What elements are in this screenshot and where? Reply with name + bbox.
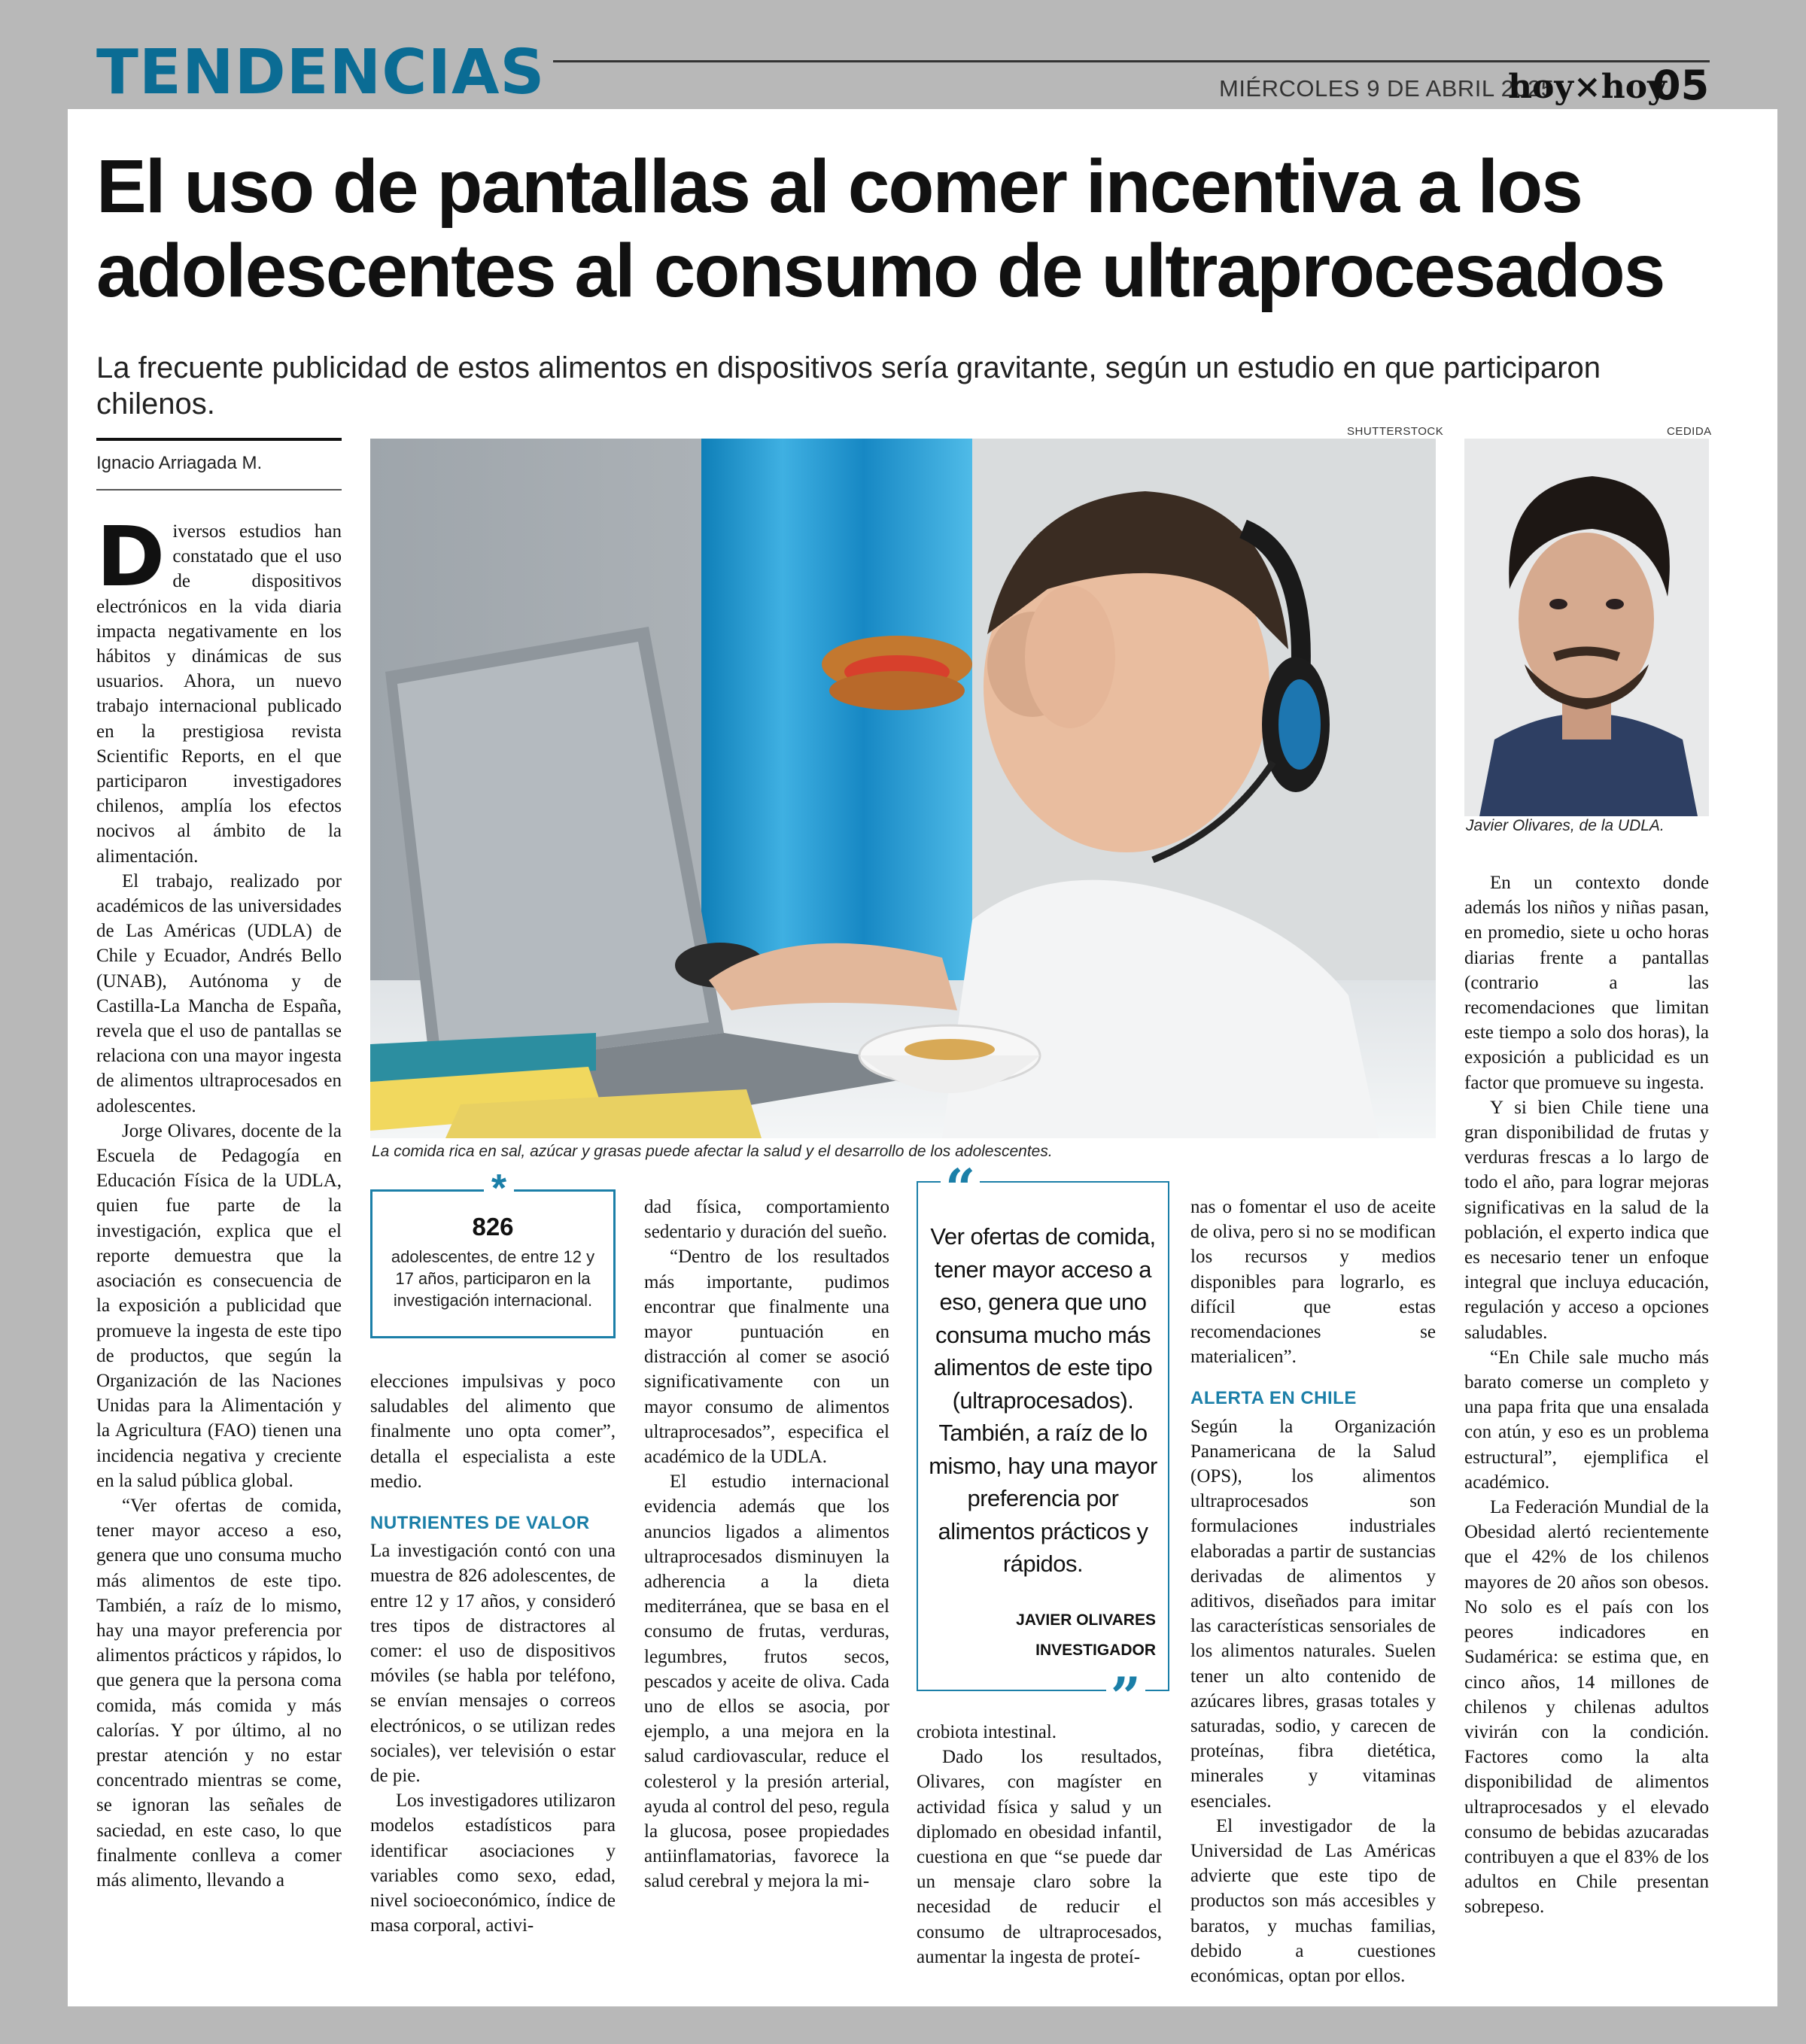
pull-quote [917,1157,1169,1728]
close-quote-icon: ” [1106,1675,1145,1720]
pull-quote-name: JAVIER OLIVARES [1016,1611,1156,1629]
fact-number: 826 [472,1213,514,1241]
column-3 [644,1195,889,1894]
column-4 [917,1720,1162,1970]
javier-olivares-portrait-illustration [1464,439,1709,816]
article-paragraph: En un contexto donde además los niños y niñas pasan, en promedio, siete u ocho horas diarias frente a pantallas (contrario a las recomendaciones que limitan este tiempo a solo dos horas), la exposición a publicidad es un factor que promueve su ingesta. [1464,873,1709,1093]
article-paragraph: Dado los resultados, Olivares, con magíster en actividad física y salud y un diplomado en obesidad infantil, cuestiona en que “se puede dar un mensaje claro sobre la necesidad de reducir el consumo de ultraprocesados, aumentar la ingesta de proteí- [917,1747,1162,1967]
pull-quote-text: Ver ofertas de comida, tener mayor acceso a eso, genera que uno consuma mucho más alimentos de este tipo (ultraprocesados). También, a raíz de lo mismo, hay una mayor preferencia por alimentos prácticos y rápidos. [929,1223,1157,1577]
article-paragraph: Los investigadores utilizaron modelos estadísticos para identificar asociaciones y variables como sexo, edad, nivel socioeconómico, índice de masa corporal, activi- [370,1790,616,1936]
header-rule [553,60,1710,62]
fact-description: adolescentes, de entre 12 y 17 años, participaron en la investigación internacional. [391,1247,595,1310]
asterisk-icon: * [484,1174,514,1204]
pull-quote-attribution [1016,1605,1156,1666]
section-title: TENDENCIAS [96,37,546,108]
portrait-caption: Javier Olivares, de la UDLA. [1466,817,1665,834]
article-paragraph: “Dentro de los resultados más importante, pudimos encontrar que finalmente una mayor puntuación en distracción al comer se asoció significativamente con un mayor consumo de alimentos ultraprocesados”, especifica el académico de la UDLA. [644,1247,889,1468]
byline-rule [96,438,342,441]
photo-credit: SHUTTERSTOCK [1347,425,1444,438]
article-paragraph: El estudio internacional evidencia además que los anuncios ligados a alimentos ultraprocesados disminuyen la adherencia a la dieta mediterránea, que se basa en el consumo de frutas, verduras, legumbres, frutos secos, pescados y aceite de oliva. Cada uno de ellos se asocia, por ejemplo, a una mejora en la salud cardiovascular, reduce el colesterol y la presión arterial, ayuda al control del peso, regula la glucosa, posee propiedades antiinflamatorias, favorece la salud cerebral y mejora la mi- [644,1471,889,1892]
article-paragraph: “Ver ofertas de comida, tener mayor acceso a eso, genera que uno consuma mucho más alimentos de este tipo. También, a raíz de lo mismo, hay una mayor preferencia por alimentos prácticos y rápidos, lo que genera que la persona coma comida, más comida y más calorías. Y por último, al no prestar atención y no estar concentrado mientras se come, se ignoran las señales de saciedad, en este caso, lo que finalmente conlleva a comer más alimento, llevando a [96,1495,342,1891]
article-paragraph: Según la Organización Panamericana de la Salud (OPS), los alimentos ultraprocesados son formulaciones industriales elaboradas a partir de sustancias derivadas de alimentos y aditivos, diseñados para imitar las características sensoriales de los alimentos naturales. Suelen tener un alto contenido de azúcares libres, grasas totales y saturadas, sodio, y carecen de proteínas, fibra dietética, minerales y vitaminas esenciales. [1190,1416,1436,1812]
portrait-photo [1464,439,1709,816]
newspaper-logo: hoy×hoy [1508,68,1667,106]
column-6 [1464,870,1709,1920]
subheadline: La frecuente publicidad de estos alimentos en dispositivos sería gravitante, según un estudio en que participaron chilenos. [96,351,1601,421]
main-photo [370,439,1436,1138]
photo-caption: La comida rica en sal, azúcar y grasas puede afectar la salud y el desarrollo de los adolescentes. [372,1143,1053,1160]
article-paragraph: Jorge Olivares, docente de la Escuela de Pedagogía en Educación Física de la UDLA, quien fue parte de la investigación, explica que el reporte demuestra que la asociación es consecuencia de la exposición a publicidad que promueve la ingesta de este tipo de productos, que según la Organización de las Naciones Unidas para la Alimentación y la Agricultura (FAO) tienen una incidencia negativa y creciente en la salud pública global. [96,1120,342,1491]
article-paragraph: El investigador de la Universidad de Las Américas advierte que este tipo de productos son más accesibles y baratos, y muchas familias, debido a cuestiones económicas, optan por ellos. [1190,1815,1436,1987]
open-quote-icon: “ [941,1166,980,1211]
byline-rule [96,489,342,490]
article-paragraph: dad física, comportamiento sedentario y duración del sueño. [644,1197,889,1243]
article-paragraph: La Federación Mundial de la Obesidad alertó recientemente que el 42% de los chilenos mayores de 20 años son obesos. No solo es el país con los peores indicadores en Sudamérica: se estima que, en cinco años, 14 millones de chilenos y chilenas adultos vivirán con la condición. Factores como la alta disponibilidad de alimentos ultraprocesados y el elevado consumo de bebidas azucaradas contribuyen a que el 83% de los adultos en Chile presentan sobrepeso. [1464,1497,1709,1918]
section-heading: NUTRIENTES DE VALOR [370,1513,590,1534]
fact-box [370,1167,616,1338]
pull-quote-role: INVESTIGADOR [1035,1642,1156,1659]
headline: El uso de pantallas al comer incentiva a los adolescentes al consumo de ultraprocesados [96,144,1665,313]
portrait-credit: CEDIDA [1667,425,1712,438]
issue-date: MIÉRCOLES 9 DE ABRIL 2025 [1219,75,1555,102]
page-number: 05 [1652,62,1710,109]
teen-eating-at-laptop-illustration [370,439,1436,1138]
article-paragraph: “En Chile sale mucho más barato comerse un completo y una papa frita que una ensalada con atún, y eso es un problema estructural”, ejemplifica el académico. [1464,1347,1709,1493]
article-paragraph: Y si bien Chile tiene una gran disponibilidad de frutas y verduras frescas a lo largo de todo el año, para lograr mejoras significativas en la salud de la población, el experto indica que es necesario tener un enfoque integral que incluya educación, regulación y acceso a opciones saludables. [1464,1097,1709,1343]
article-paragraph: La investigación contó con una muestra de 826 adolescentes, de entre 12 y 17 años, y consideró tres tipos de distractores al comer: el uso de dispositivos móviles (se habla por teléfono, se envían mensajes o correos electrónicos, o se utilizan redes sociales), ver televisión o estar de pie. [370,1541,616,1787]
column-2 [370,1369,616,1938]
column-1 [96,509,342,1893]
drop-cap: D [96,509,166,605]
article-paragraph: nas o fomentar el uso de aceite de oliva, pero si no se modifican los recursos y medios disponibles para lograrlo, es difícil que estas recomendaciones se materialicen”. [1190,1197,1436,1368]
article-paragraph: crobiota intestinal. [917,1722,1057,1742]
article-paragraph: elecciones impulsivas y poco saludables del alimento que finalmente uno opta comer”, detalla el especialista a este medio. [370,1371,616,1492]
column-5 [1190,1195,1436,1988]
byline: Ignacio Arriagada M. [96,453,263,473]
article-paragraph: El trabajo, realizado por académicos de las universidades de Las Américas (UDLA) de Chile y Ecuador, Andrés Bello (UNAB), Autónoma y de Castilla-La Mancha de España, revela que el uso de pantallas se relaciona con una mayor ingesta de alimentos ultraprocesados en adolescentes. [96,870,342,1116]
section-heading: ALERTA EN CHILE [1190,1388,1357,1409]
article-paragraph: Diversos estudios han constatado que el uso de dispositivos electrónicos en la vida diaria impacta negativamente en los hábitos y dinámicas de sus usuarios. Ahora, un nuevo trabajo internacional publicado en la prestigiosa revista Scientific Reports, en el que participaron investigadores chilenos, amplía los efectos nocivos al ámbito de la alimentación. [96,509,342,867]
